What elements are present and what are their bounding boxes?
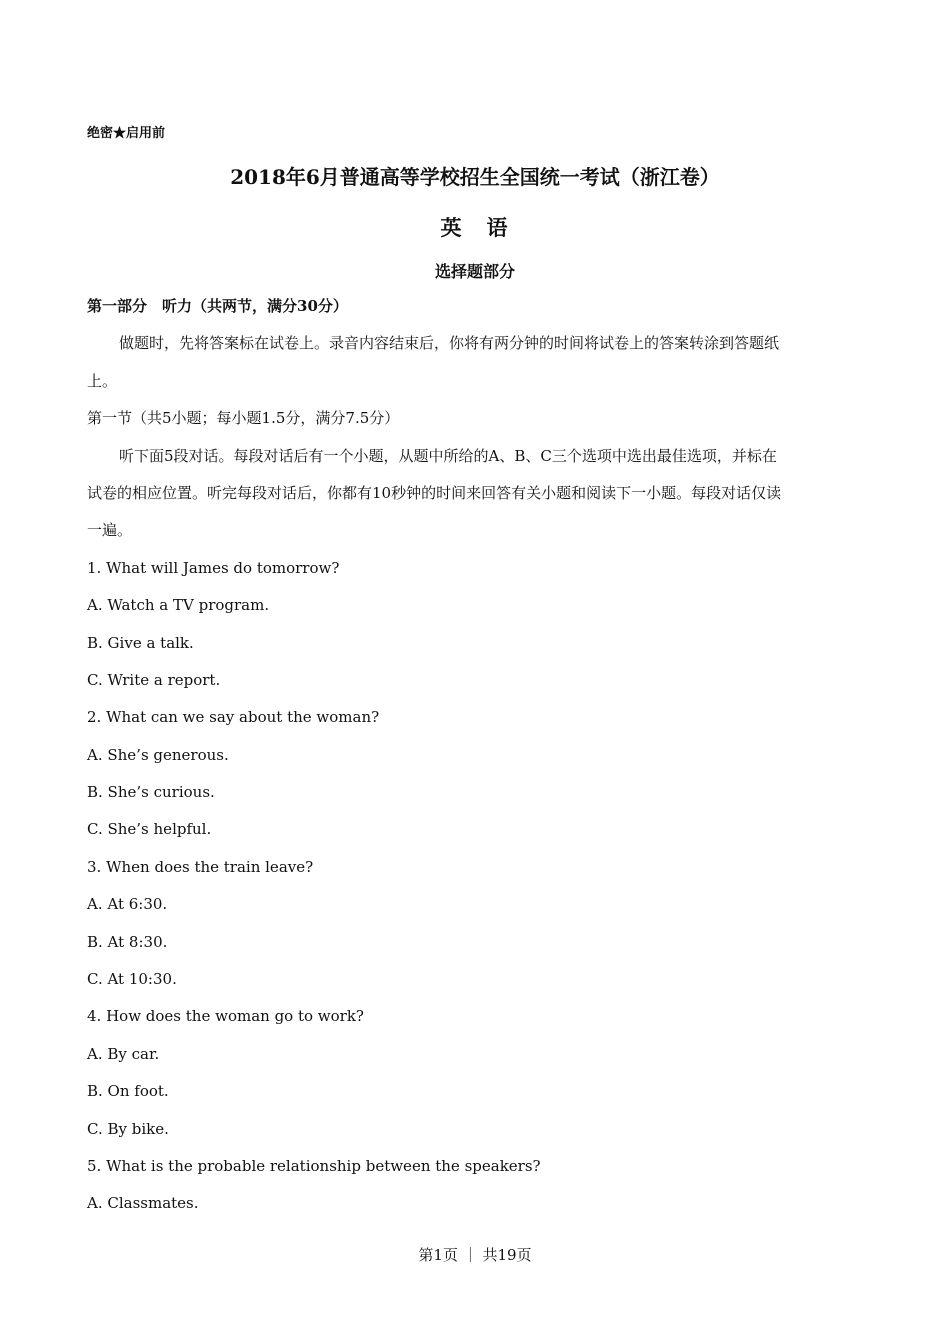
page-footer: 第1页 ｜ 共19页	[418, 1246, 532, 1264]
section-subtitle: 选择题部分	[434, 262, 515, 281]
confidential-label: 绝密★启用前	[87, 126, 166, 141]
option-a: A. By car.	[87, 1044, 160, 1063]
instruction-line: 做题时，先将答案标在试卷上。录音内容结束后，你将有两分钟的时间将试卷上的答案转涂到答题纸	[119, 334, 780, 353]
instruction-line: 试卷的相应位置。听完每段对话后，你都有10秒钟的时间来回答有关小题和阅读下一小题。每段对话仅读	[87, 483, 782, 502]
question-text: 2. What can we say about the woman?	[87, 708, 380, 727]
option-b: B. On foot.	[87, 1082, 169, 1101]
option-a: A. Watch a TV program.	[87, 596, 270, 615]
option-a: A. Classmates.	[87, 1194, 199, 1213]
question-text: 5. What is the probable relationship between the speakers?	[87, 1156, 541, 1175]
instruction-line: 一遍。	[87, 521, 133, 540]
option-b: B. She’s curious.	[87, 783, 215, 802]
question-text: 3. When does the train leave?	[87, 857, 314, 876]
option-c: C. She’s helpful.	[87, 820, 212, 839]
option-a: A. At 6:30.	[87, 895, 168, 914]
option-c: C. By bike.	[87, 1119, 169, 1138]
part-heading: 第一部分 听力（共两节，满分30分）	[87, 297, 348, 315]
question-text: 4. How does the woman go to work?	[87, 1007, 364, 1026]
exam-content	[87, 293, 867, 1228]
instruction-line: 听下面5段对话。每段对话后有一个小题，从题中所给的A、B、C三个选项中选出最佳选项，并标在	[119, 446, 777, 465]
option-c: C. Write a report.	[87, 670, 221, 689]
exam-title: 2018年6月普通高等学校招生全国统一考试（浙江卷）	[230, 165, 720, 189]
option-a: A. She’s generous.	[87, 745, 229, 764]
option-b: B. At 8:30.	[87, 932, 168, 951]
subsection-heading: 第一节（共5小题；每小题1.5分，满分7.5分）	[87, 409, 400, 428]
question-text: 1. What will James do tomorrow?	[87, 558, 340, 577]
subject-title: 英 语	[440, 215, 510, 240]
option-c: C. At 10:30.	[87, 970, 177, 989]
option-b: B. Give a talk.	[87, 633, 194, 652]
instruction-line: 上。	[87, 371, 118, 390]
